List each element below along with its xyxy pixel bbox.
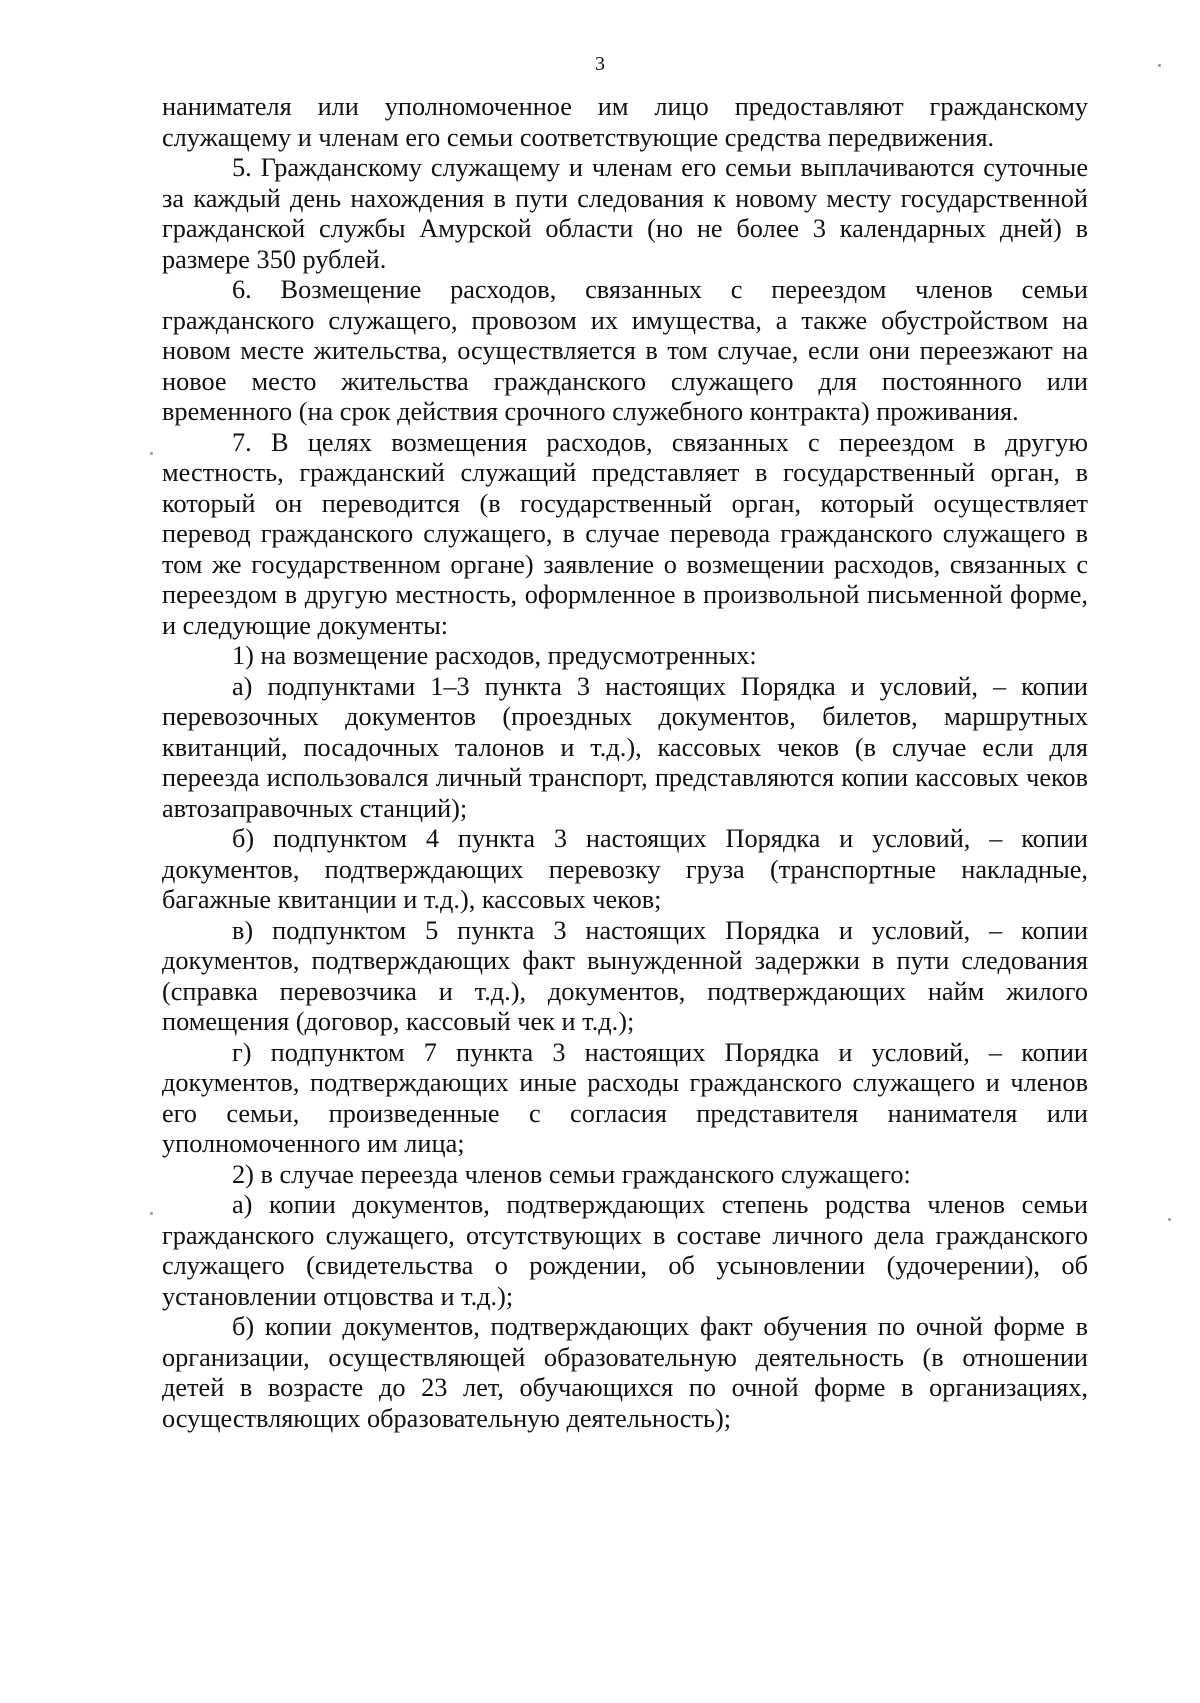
page-number: 3	[595, 53, 605, 75]
subitem-1-a: а) подпунктами 1–3 пункта 3 настоящих Порядка и условий, – копии перевозочных документов (проездных документов, билетов, маршрутных квитанций, посадочных талонов и т.д.), кассовых чеков (в случае если для переезда использовался личный транспорт, представляются копии кассовых чеков автозаправочных станций);	[162, 671, 1088, 823]
paragraph-continuation: нанимателя или уполномоченное им лицо предоставляют гражданскому служащему и членам его семьи соответствующие средства передвижения.	[162, 92, 1088, 152]
paragraph-item-6: 6. Возмещение расходов, связанных с переездом членов семьи гражданского служащего, провозом их имущества, а также обустройством на новом месте жительства, осуществляется в том случае, если они переезжают на новое место жительства гражданского служащего для постоянного или временного (на срок действия срочного служебного контракта) проживания.	[162, 275, 1088, 426]
subitem-1: 1) на возмещение расходов, предусмотренных:	[232, 641, 757, 670]
paragraph-item-5: 5. Гражданскому служащему и членам его семьи выплачиваются суточные за каждый день нахождения в пути следования к новому месту государственной гражданской службы Амурской области (но не более 3 календарных дней) в размере 350 рублей.	[162, 153, 1088, 274]
subitem-1-v: в) подпунктом 5 пункта 3 настоящих Порядка и условий, – копии документов, подтверждающих факт вынужденной задержки в пути следования (справка перевозчика и т.д.), документов, подтверждающих найм жилого помещения (договор, кассовый чек и т.д.);	[162, 915, 1088, 1036]
scan-speck	[1168, 1218, 1171, 1221]
scan-speck	[150, 452, 153, 455]
subitem-2: 2) в случае переезда членов семьи гражданского служащего:	[232, 1159, 911, 1189]
scan-speck	[1158, 64, 1161, 67]
subitem-1-b: б) подпунктом 4 пункта 3 настоящих Порядка и условий, – копии документов, подтверждающих перевозку груза (транспортные накладные, багажные квитанции и т.д.), кассовых чеков;	[162, 824, 1088, 914]
scan-speck	[150, 1212, 153, 1215]
document-body	[162, 92, 1088, 1434]
subitem-2-a: а) копии документов, подтверждающих степень родства членов семьи гражданского служащего, отсутствующих в составе личного дела гражданского служащего (свидетельства о рождении, об усыновлении (удочерении), об установлении отцовства и т.д.);	[162, 1190, 1088, 1311]
paragraph-item-7: 7. В целях возмещения расходов, связанных с переездом в другую местность, гражданский служащий представляет в государственный орган, в который он переводится (в государственный орган, который осуществляет перевод гражданского служащего, в случае перевода гражданского служащего в том же государственном органе) заявление о возмещении расходов, связанных с переездом в другую местность, оформленное в произвольной письменной форме, и следующие документы:	[162, 427, 1088, 640]
subitem-2-b: б) копии документов, подтверждающих факт обучения по очной форме в организации, осуществляющей образовательную деятельность (в отношении детей в возрасте до 23 лет, обучающихся по очной форме в организациях, осуществляющих образовательную деятельность);	[162, 1312, 1088, 1433]
subitem-1-g: г) подпунктом 7 пункта 3 настоящих Порядка и условий, – копии документов, подтверждающих иные расходы гражданского служащего и членов его семьи, произведенные с согласия представителя нанимателя или уполномоченного им лица;	[162, 1037, 1088, 1158]
